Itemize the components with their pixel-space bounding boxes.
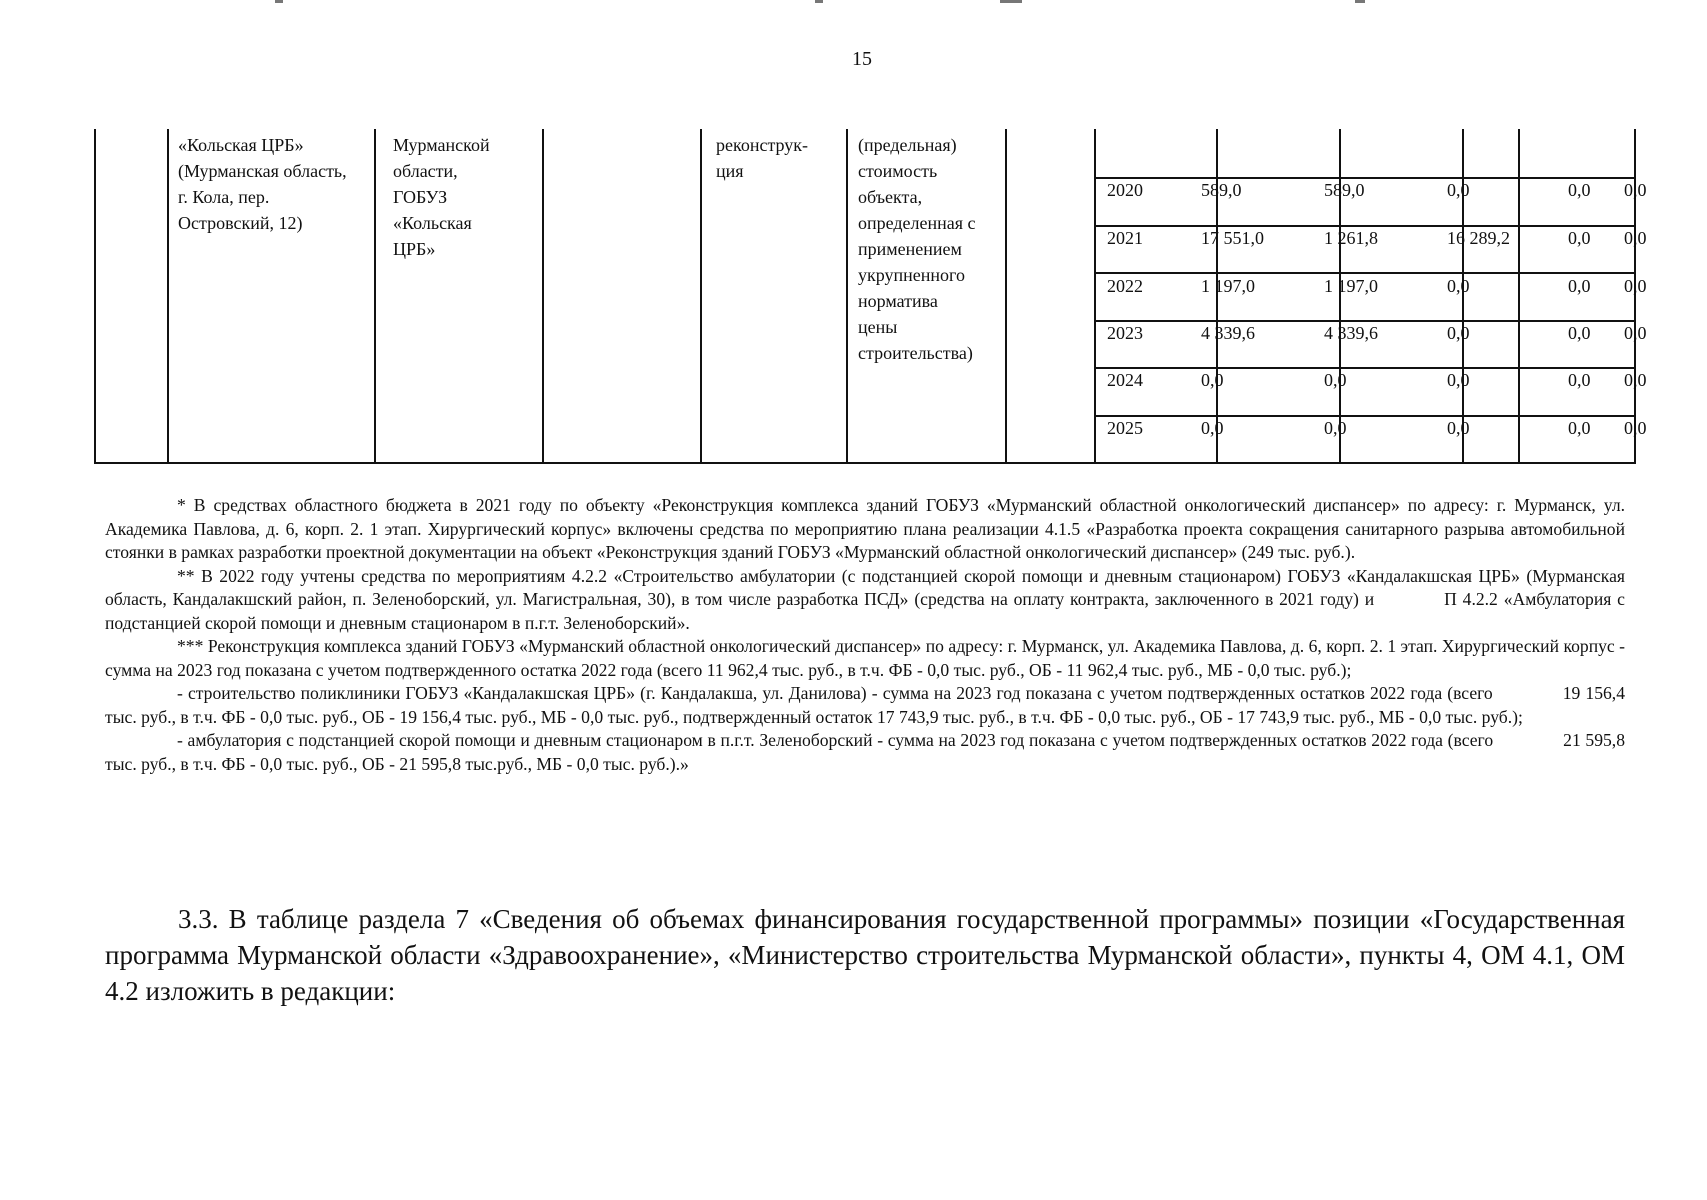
row-divider (1094, 415, 1636, 417)
page-number: 15 (852, 48, 872, 70)
cell-value: 4 339,6 (1324, 323, 1378, 343)
column-divider (167, 129, 169, 464)
scan-artifact (275, 0, 283, 3)
cell-value: 0,0 (1447, 323, 1470, 343)
footnote-2-text: ** В 2022 году учтены средства по мероприятиям 4.2.2 «Строительство амбулатории (с подстанцией скорой помощи и дневным стационаром) ГОБУЗ «Кандалакшская ЦРБ» (Мурманская область, Кандалакшский район, п. Зеленоборский, ул. Магистральная, 30), в том числе разработка ПСД» (средства на оплату контракта, заключенного в 2021 году) и (105, 565, 1625, 609)
cell-total: 589,0 (1201, 180, 1242, 200)
cell-total: 1 197,0 (1201, 276, 1255, 296)
footnote-2-cont: П 4.2.2 «Амбулатория с подстанцией скорой помощи и дневным стационаром в п.г.т. Зеленоборский». (105, 589, 1625, 633)
cell-value: 0,0 (1324, 418, 1347, 438)
footnotes (105, 494, 1625, 776)
footnote-4-cont: 19 156,4 тыс. руб., в т.ч. ФБ - 0,0 тыс. руб., ОБ - 19 156,4 тыс. руб., МБ - 0,0 тыс. руб., подтвержденный остаток 17 743,9 тыс. руб., в т.ч. ФБ - 0,0 тыс. руб., ОБ - 17 743,9 тыс. руб., МБ - 0,0 тыс. руб.); (105, 683, 1626, 727)
financing-table (94, 129, 1647, 464)
cell-value: 1 261,8 (1324, 228, 1378, 248)
cell-value: 0,0 (1447, 180, 1470, 200)
cell-value: 0,0 (1624, 276, 1647, 296)
cell-year: 2024 (1107, 370, 1143, 390)
cell-value: 0,0 (1447, 276, 1470, 296)
column-divider (846, 129, 848, 464)
cell-value: 0,0 (1568, 228, 1591, 248)
column-divider (1094, 129, 1096, 464)
row-divider (1094, 272, 1636, 274)
scan-artifact (1000, 0, 1022, 3)
cell-cost-basis: (предельная) стоимость объекта, определенная с применением укрупненного норматива цены строительства) (858, 135, 976, 363)
cell-total: 0,0 (1201, 370, 1224, 390)
footnote-4-text: - строительство поликлиники ГОБУЗ «Кандалакшская ЦРБ» (г. Кандалакша, ул. Данилова) - сумма на 2023 год показана с учетом подтвержденных остатков 2022 года (всего (177, 683, 1493, 703)
cell-value: 16 289,2 (1447, 228, 1510, 248)
cell-value: 0,0 (1624, 418, 1647, 438)
column-divider (374, 129, 376, 464)
cell-year: 2021 (1107, 228, 1143, 248)
cell-value: 589,0 (1324, 180, 1365, 200)
cell-value: 0,0 (1624, 180, 1647, 200)
column-divider (1518, 129, 1520, 464)
cell-value: 0,0 (1324, 370, 1347, 390)
cell-customer: Мурманской области, ГОБУЗ «Кольская ЦРБ» (393, 135, 490, 259)
cell-value: 0,0 (1568, 418, 1591, 438)
footnote-5-text: - амбулатория с подстанцией скорой помощи и дневным стационаром в п.г.т. Зеленоборский - сумма на 2023 год показана с учетом подтвержденных остатков 2022 года (всего (177, 730, 1494, 750)
cell-year: 2022 (1107, 276, 1143, 296)
cell-value: 0,0 (1624, 323, 1647, 343)
scan-artifact (815, 0, 823, 3)
scan-artifact (1355, 0, 1365, 3)
footnote-2 (105, 565, 1625, 636)
cell-year: 2025 (1107, 418, 1143, 438)
footnote-1: * В средствах областного бюджета в 2021 году по объекту «Реконструкция комплекса зданий ГОБУЗ «Мурманский областной онкологический диспансер» по адресу: г. Мурманск, ул. Академика Павлова, д. 6, корп. 2. 1 этап. Хирургический корпус» включены средства по мероприятию плана реализации 4.1.5 «Разработка проекта сокращения санитарного разрыва автомобильной стоянки в рамках разработки проектной документации на объект «Реконструкция зданий ГОБУЗ «Мурманский областной онкологический диспансер» (249 тыс. руб.). (105, 495, 1625, 562)
cell-value: 0,0 (1568, 323, 1591, 343)
row-divider (1094, 177, 1636, 179)
cell-value: 0,0 (1568, 180, 1591, 200)
cell-work-type: реконструк- ция (716, 135, 809, 181)
footnote-4 (105, 682, 1625, 729)
column-divider (542, 129, 544, 464)
cell-value: 0,0 (1624, 228, 1647, 248)
cell-value: 0,0 (1447, 370, 1470, 390)
column-divider (1005, 129, 1007, 464)
footnote-5-cont: 21 595,8 тыс. руб., в т.ч. ФБ - 0,0 тыс. руб., ОБ - 21 595,8 тыс.руб., МБ - 0,0 тыс. руб.).» (105, 730, 1626, 774)
main-paragraph-text: 3.3. В таблице раздела 7 «Сведения об объемах финансирования государственной программы» позиции «Государственная программа Мурманской области «Здравоохранение», «Министерство строительства Мурманской области», пункты 4, ОМ 4.1, ОМ 4.2 изложить в редакции: (105, 904, 1625, 1006)
footnote-3: *** Реконструкция комплекса зданий ГОБУЗ «Мурманский областной онкологический диспансер» по адресу: г. Мурманск, ул. Академика Павлова, д. 6, корп. 2. 1 этап. Хирургический корпус - сумма на 2023 год показана с учетом подтвержденного остатка 2022 года (всего 11 962,4 тыс. руб., в т.ч. ФБ - 0,0 тыс. руб., ОБ - 11 962,4 тыс. руб., МБ - 0,0 тыс. руб.); (105, 636, 1625, 680)
cell-value: 1 197,0 (1324, 276, 1378, 296)
cell-total: 0,0 (1201, 418, 1224, 438)
cell-year: 2023 (1107, 323, 1143, 343)
table-border-bottom (94, 462, 1636, 464)
footnote-5 (105, 729, 1625, 776)
row-divider (1094, 367, 1636, 369)
column-divider (700, 129, 702, 464)
cell-year: 2020 (1107, 180, 1143, 200)
cell-total: 17 551,0 (1201, 228, 1264, 248)
cell-value: 0,0 (1624, 370, 1647, 390)
cell-institution: «Кольская ЦРБ» (Мурманская область, г. Кола, пер. Островский, 12) (178, 135, 347, 233)
cell-value: 0,0 (1568, 370, 1591, 390)
cell-value: 0,0 (1568, 276, 1591, 296)
main-paragraph (105, 901, 1625, 1009)
cell-total: 4 339,6 (1201, 323, 1255, 343)
table-border-left (94, 129, 96, 464)
cell-value: 0,0 (1447, 418, 1470, 438)
